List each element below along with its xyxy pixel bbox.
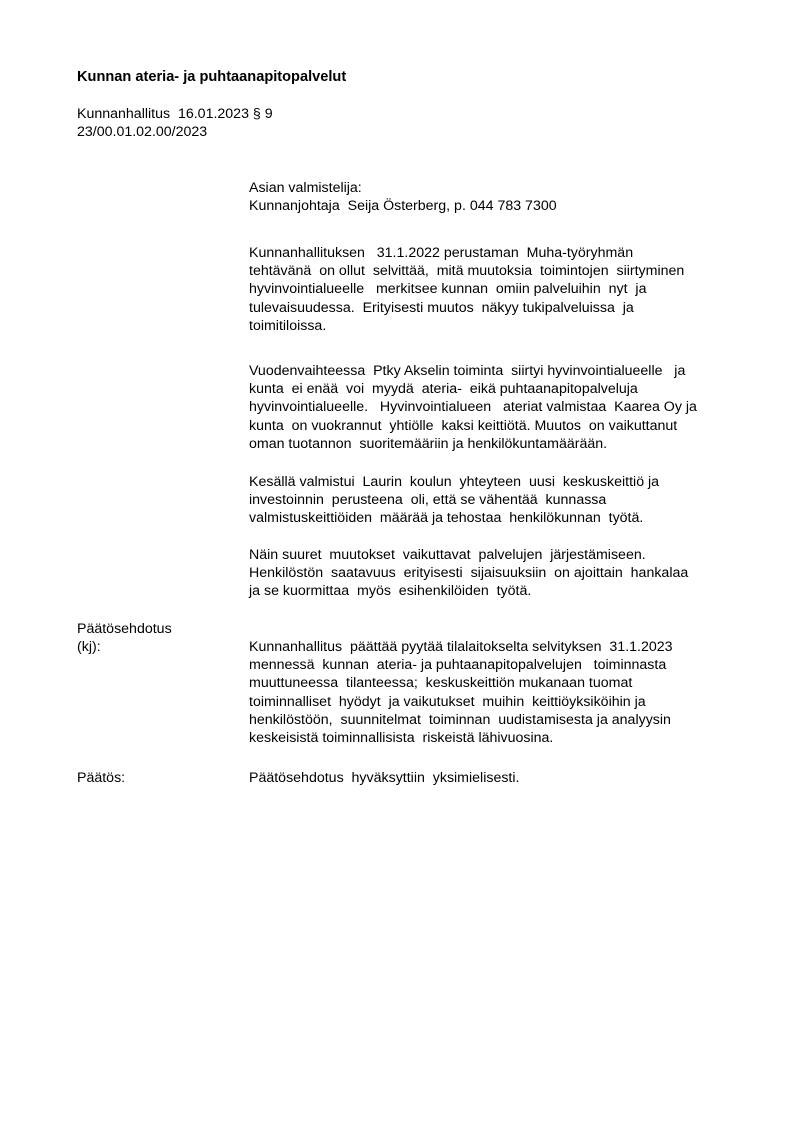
paragraph-line: valmistuskeittiöiden määrää ja tehostaa henkilökunnan työtä. <box>249 510 644 527</box>
preparer-value: Kunnanjohtaja Seija Österberg, p. 044 783 7300 <box>249 198 557 215</box>
proposal-label-line: Päätösehdotus <box>77 621 172 637</box>
paragraph-line: Kunnanhallituksen 31.1.2022 perustaman Muha-työryhmän <box>249 245 634 261</box>
proposal-line: henkilöstöön, suunnitelmat toiminnan uudistamisesta ja analyysin <box>249 711 671 728</box>
paragraph-line: oman tuotannon suoritemääriin ja henkilökuntamäärään. <box>249 435 608 452</box>
paragraph-line: Vuodenvaihteessa Ptky Akselin toiminta siirtyi hyvinvointialueelle ja <box>249 363 686 379</box>
preparer-block <box>249 179 749 215</box>
paragraph-line: hyvinvointialueelle. Hyvinvointialueen ateriat valmistaa Kaarea Oy ja <box>249 399 697 416</box>
meeting-info <box>77 105 273 141</box>
paragraph-line: tehtävänä on ollut selvittää, mitä muutoksia toimintojen siirtyminen <box>249 263 685 280</box>
proposal-text <box>249 638 749 747</box>
proposal-line: toiminnalliset hyödyt ja vaikutukset muihin keittiöyksiköihin ja <box>249 693 646 710</box>
paragraph-line: hyvinvointialueelle merkitsee kunnan omiin palveluihin nyt ja <box>249 281 647 298</box>
proposal-label <box>77 620 172 656</box>
paragraph-line: kunta on vuokrannut yhtiölle kaksi keittiötä. Muutos on vaikuttanut <box>249 417 678 434</box>
proposal-line: mennessä kunnan ateria- ja puhtaanapitopalvelujen toiminnasta <box>249 657 667 674</box>
preparer-label: Asian valmistelija: <box>249 180 362 196</box>
proposal-line: keskeisistä toiminnallisista riskeistä lähivuosina. <box>249 729 554 746</box>
decision-label-text: Päätös: <box>77 770 126 786</box>
paragraph-line: tulevaisuudessa. Erityisesti muutos näkyy tukipalveluissa ja <box>249 299 634 316</box>
document-title: Kunnan ateria- ja puhtaanapitopalvelut <box>77 69 347 85</box>
paragraph-2 <box>249 362 749 453</box>
record-id: 23/00.01.02.00/2023 <box>77 124 208 140</box>
paragraph-line: Näin suuret muutokset vaikuttavat palvelujen järjestämiseen. <box>249 547 646 563</box>
paragraph-1 <box>249 244 749 335</box>
decision-label <box>77 769 125 787</box>
proposal-line: muuttuneessa tilanteessa; keskuskeittiön mukanaan tuomat <box>249 675 633 692</box>
paragraph-line: toimitiloissa. <box>249 317 327 334</box>
paragraph-line: investoinnin perusteena oli, että se vähentää kunnassa <box>249 492 607 509</box>
paragraph-line: Kesällä valmistui Laurin koulun yhteyteen uusi keskuskeittiö ja <box>249 474 660 490</box>
decision-value: Päätösehdotus hyväksyttiin yksimielisesti. <box>249 770 520 786</box>
paragraph-4 <box>249 546 749 601</box>
paragraph-line: ja se kuormittaa myös esihenkilöiden työtä. <box>249 583 532 600</box>
decision-text <box>249 769 749 787</box>
meeting-line: Kunnanhallitus 16.01.2023 § 9 <box>77 106 273 122</box>
paragraph-line: Henkilöstön saatavuus erityisesti sijaisuuksiin on ajoittain hankalaa <box>249 565 689 582</box>
proposal-label-line: (kj): <box>77 639 101 656</box>
paragraph-3 <box>249 473 749 528</box>
proposal-line: Kunnanhallitus päättää pyytää tilalaitokselta selvityksen 31.1.2023 <box>249 639 673 655</box>
paragraph-line: kunta ei enää voi myydä ateria- eikä puhtaanapitopalveluja <box>249 381 638 398</box>
